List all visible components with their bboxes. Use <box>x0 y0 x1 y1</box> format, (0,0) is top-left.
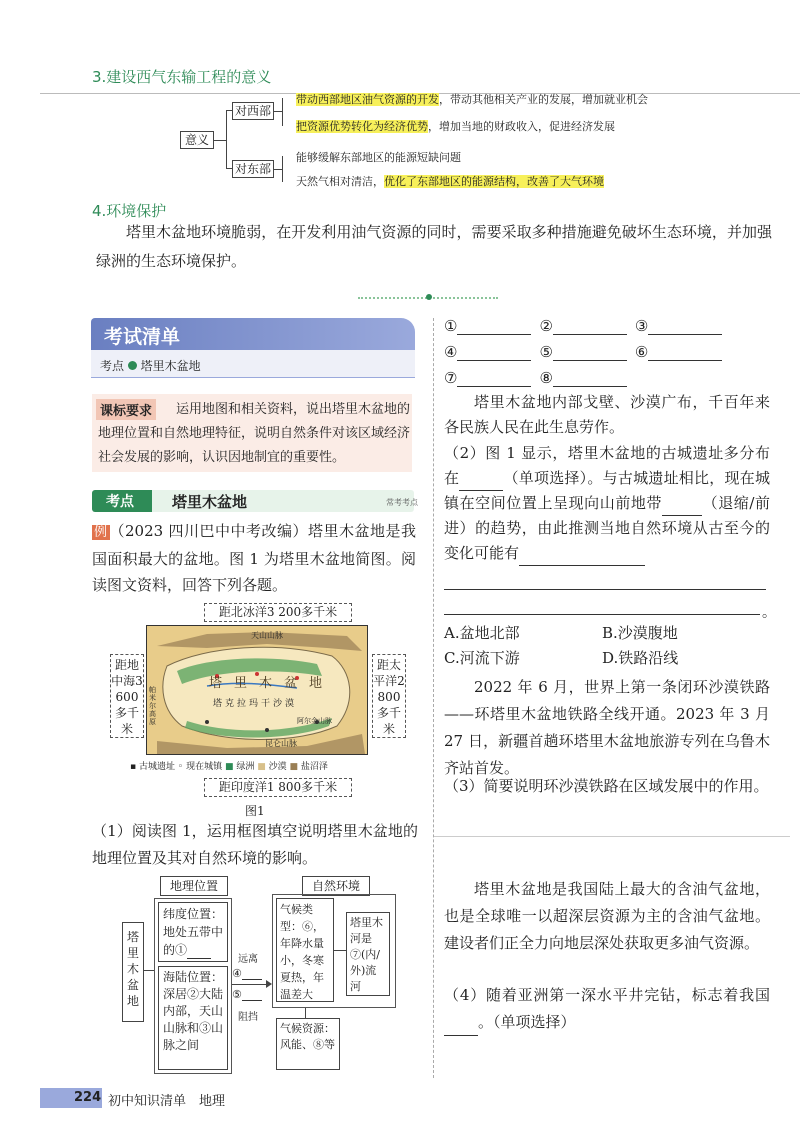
flow-far-label: 远离 <box>238 954 258 965</box>
legend-ancient-icon: ▪ <box>130 762 137 772</box>
kaodian-2-title: 塔里木盆地 <box>172 493 248 511</box>
question-3: （3）简要说明环沙漠铁路在区域发展中的作用。 <box>444 777 769 795</box>
footer-title: 初中知识清单 地理 <box>108 1094 226 1109</box>
blank-row-3: ⑦ ⑧ <box>444 369 627 387</box>
tree-line <box>282 156 283 182</box>
answer-line <box>444 614 760 615</box>
map-name-pamir: 帕米尔高原 <box>149 686 156 726</box>
west-item-1: 带动西部地区油气资源的开发，带动其他相关产业的发展，增加就业机会 <box>296 93 648 106</box>
flow-side-box: 塔里木盆地 <box>122 922 144 1022</box>
map-right-label: 距太平洋2 800多千米 <box>372 654 406 738</box>
blank-row-1: ① ② ③ <box>444 317 722 335</box>
option-a: A.盆地北部 <box>444 624 520 642</box>
section-4-paragraph: 塔里木盆地环境脆弱，在开发利用油气资源的同时，需要采取多种措施避免破坏生态环境，并加强绿洲的生态环境保护。 <box>96 223 772 270</box>
map-name-desert: 塔克拉玛干沙漠 <box>213 699 298 709</box>
flow-block-label: 阻挡 <box>238 1012 258 1023</box>
answer-line <box>444 589 766 590</box>
flow-lat-box: 纬度位置：地处五带中的① <box>158 902 228 962</box>
exam-banner-title: 考试清单 <box>104 326 181 348</box>
flow-five: ⑤ <box>232 988 262 1001</box>
question-4: （4）随着亚洲第一深水平井完钻，标志着我国。（单项选择） <box>444 982 770 1036</box>
legend-oasis-icon: ■ <box>224 762 234 772</box>
section-4-title: 4.环境保护 <box>92 202 167 220</box>
map-legend: ▪ 古城遗址 ◦ 现在城镇 ■ 绿洲 ■ 沙漠 ■ 盐沼泽 <box>130 762 328 772</box>
flow-resource-box: 气候资源：风能、⑧等 <box>276 1018 340 1070</box>
kebiao-label: 课标要求 <box>96 399 156 420</box>
kebiao-text: 运用地图和相关资料，说出塔里木盆地的地理位置和自然地理特征，说明自然条件对该区域经济社会发展的影响，认识因地制宜的重要性。 <box>98 402 411 465</box>
map-name-altun: 阿尔金山脉 <box>297 717 332 725</box>
kaodian-2-label: 考点 <box>106 494 134 510</box>
west-box: 对西部 <box>232 102 274 120</box>
east-box: 对东部 <box>232 160 274 178</box>
kaodian-2-bar <box>92 490 414 512</box>
blank-row-2: ④ ⑤ ⑥ <box>444 343 722 361</box>
tree-line <box>282 98 283 126</box>
map-bottom-label: 距印度洋1 800多千米 <box>204 778 352 797</box>
west-item-2: 把资源优势转化为经济优势，增加当地的财政收入，促进经济发展 <box>296 120 615 133</box>
meaning-root-box: 意义 <box>180 131 214 149</box>
kaodian-label: 考点 塔里木盆地 <box>100 359 201 373</box>
section-3-title: 3.建设西气东输工程的意义 <box>92 68 272 86</box>
map-frame <box>146 625 368 755</box>
east-item-2: 天然气相对清洁，优化了东部地区的能源结构，改善了大气环境 <box>296 175 604 188</box>
flow-env-outer <box>272 894 396 1008</box>
map-caption: 图1 <box>245 804 265 818</box>
section-rule <box>434 836 790 837</box>
map-name-kunlun: 昆仑山脉 <box>265 739 297 748</box>
map-name-tianshan: 天山山脉 <box>251 631 283 640</box>
flow-four: ④ <box>232 967 262 980</box>
right-paragraph-1: 塔里木盆地内部戈壁、沙漠广布，千百年来各民族人民在此生息劳作。 <box>444 393 770 436</box>
tree-line <box>226 110 227 168</box>
column-divider <box>433 318 434 1078</box>
answer-end: 。 <box>762 605 776 621</box>
flow-river-box: 塔里木河是⑦(内/外)流河 <box>346 912 390 996</box>
right-paragraph-3: 塔里木盆地是我国陆上最大的含油气盆地，也是全球唯一以超深层资源为主的含油气盆地。建设者们正全力向地层深处获取更多油气资源。 <box>444 880 770 952</box>
tree-line <box>214 140 226 141</box>
kaodian-2-note: 常考考点 <box>386 498 418 507</box>
right-paragraph-2: 2022 年 6 月，世界上第一条闭环沙漠铁路——环塔里木盆地铁路全线开通。2023 年 3 月 27 日，新疆首趟环塔里木盆地旅游专列在乌鲁木齐站首发。 <box>444 678 770 777</box>
flow-climate-box: 气候类型：⑥，年降水量小，冬寒夏热，年温差大 <box>276 898 334 1002</box>
option-d: D.铁路沿线 <box>602 649 679 667</box>
map-top-label: 距北冰洋3 200多千米 <box>204 603 352 622</box>
tree-line <box>274 169 282 170</box>
option-c: C.河流下游 <box>444 649 520 667</box>
flow-env-head: 自然环境 <box>302 876 370 896</box>
flow-sea-box: 海陆位置：深居②大陆内部，天山山脉和③山脉之间 <box>158 966 228 1070</box>
map-left-label: 距地中海3 600多千米 <box>110 654 144 738</box>
divider-dot <box>426 294 432 300</box>
map-name-basin: 塔里木盆地 <box>209 676 335 691</box>
flow-outer-box <box>154 898 232 1074</box>
tree-line <box>274 111 282 112</box>
q1-text: （1）阅读图 1，运用框图填空说明塔里木盆地的地理位置及其对自然环境的影响。 <box>92 822 418 867</box>
question-2: （2）图 1 显示，塔里木盆地的古城遗址多分布在 （单项选择）。与古城遗址相比，现在城镇在空间位置上呈现向山前地带 （退缩/前进）的趋势，由此推测当地自然环境从古至今的变化可能有 <box>444 441 770 566</box>
flow-arrow <box>232 984 270 985</box>
footer-page-number: 224 <box>74 1090 102 1105</box>
example-mark: 例 <box>94 525 108 540</box>
legend-town-icon: ◦ <box>177 762 184 772</box>
flow-geo-head: 地理位置 <box>160 876 228 896</box>
example-text: 例 （2023 四川巴中中考改编）塔里木盆地是我国面积最大的盆地。图 1 为塔里木盆地简图。阅读图文资料，回答下列各题。 <box>92 522 416 594</box>
flow-connector <box>144 970 154 971</box>
east-item-1: 能够缓解东部地区的能源短缺问题 <box>296 151 461 164</box>
option-b: B.沙漠腹地 <box>602 624 678 642</box>
flow-connector <box>305 1008 306 1018</box>
legend-salt-icon: ■ <box>289 762 299 772</box>
legend-desert-icon: ■ <box>257 762 266 772</box>
